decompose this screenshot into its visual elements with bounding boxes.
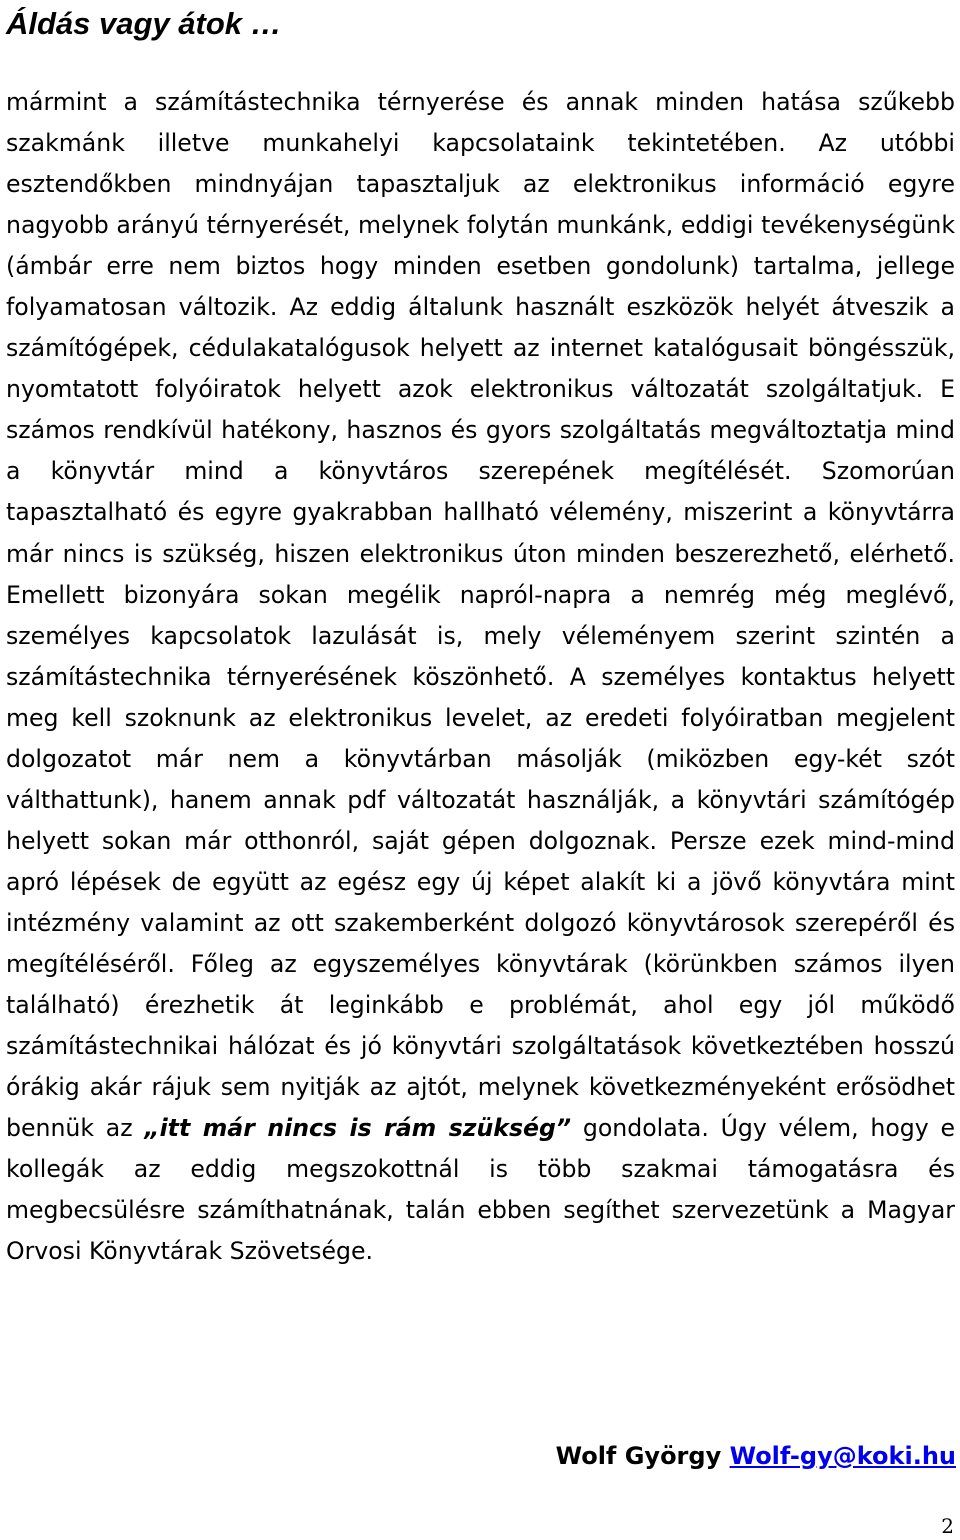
signature-name: Wolf György bbox=[555, 1442, 722, 1470]
paragraph-text-part2: gondolata. Úgy vélem, hogy e kollegák az eddig megszokottnál is több szakmai támogatásra és megbecsülésre számíthatnának, talán ebben segíthet szervezetünk a Magyar Orvosi Könyvtárak Szövetsége. bbox=[6, 1114, 956, 1266]
body-paragraph bbox=[6, 82, 955, 1272]
page-number: 2 bbox=[941, 1514, 954, 1538]
paragraph-text-part1: mármint a számítástechnika térnyerése és annak minden hatása szűkebb szakmánk illetve munkahelyi kapcsolataink tekintetében. Az utóbbi esztendőkben mindnyájan tapasztaljuk az elektronikus információ egyre nagyobb arányú térnyerését, melynek folytán munkánk, eddigi tevékenységünk (ámbár erre nem biztos hogy minden esetben gondolunk) tartalma, jellege folyamatosan változik. Az eddig általunk használt eszközök helyét átveszik a számítógépek, cédulakatalógusok helyett az internet katalógusait böngésszük, nyomtatott folyóiratok helyett azok elektronikus változatát szolgáltatjuk. E számos rendkívül hatékony, hasznos és gyors szolgáltatás megváltoztatja mind a könyvtár mind a könyvtáros szerepének megítélését. Szomorúan tapasztalható és egyre gyakrabban hallható vélemény, miszerint a könyvtárra már nincs is szükség, hiszen elektronikus úton minden beszerezhető, elérhető. Emellett bizonyára sokan megélik napról-napra a nemrég még meglévő, személyes kapcsolatok lazulását is, mely véleményem szerint szintén a számítástechnika térnyerésének köszönhető. A személyes kontaktus helyett meg kell szoknunk az elektronikus levelet, az eredeti folyóiratban megjelent dolgozatot már nem a könyvtárban másolják (miközben egy-két szót válthattunk), hanem annak pdf változatát használják, a könyvtári számítógép helyett sokan már otthonról, saját gépen dolgoznak. Persze ezek mind-mind apró lépések de együtt az egész egy új képet alakít ki a jövő könyvtára mint intézmény valamint az ott szakemberként dolgozó könyvtárosok szerepéről és megítéléséről. Főleg az egyszemélyes könyvtárak (körünkben számos ilyen található) érezhetik át leginkább e problémát, ahol egy jól működő számítástechnikai hálózat és jó könyvtári szolgáltatások következtében hosszú órákig akár rájuk sem nyitják az ajtót, melynek következményeként erősödhet bennük az bbox=[6, 88, 955, 1143]
email-link[interactable]: Wolf-gy@koki.hu bbox=[729, 1442, 956, 1470]
signature bbox=[556, 1436, 956, 1476]
document-title: Áldás vagy átok … bbox=[6, 6, 282, 41]
emphasized-phrase: „itt már nincs is rám szükség” bbox=[144, 1114, 572, 1143]
